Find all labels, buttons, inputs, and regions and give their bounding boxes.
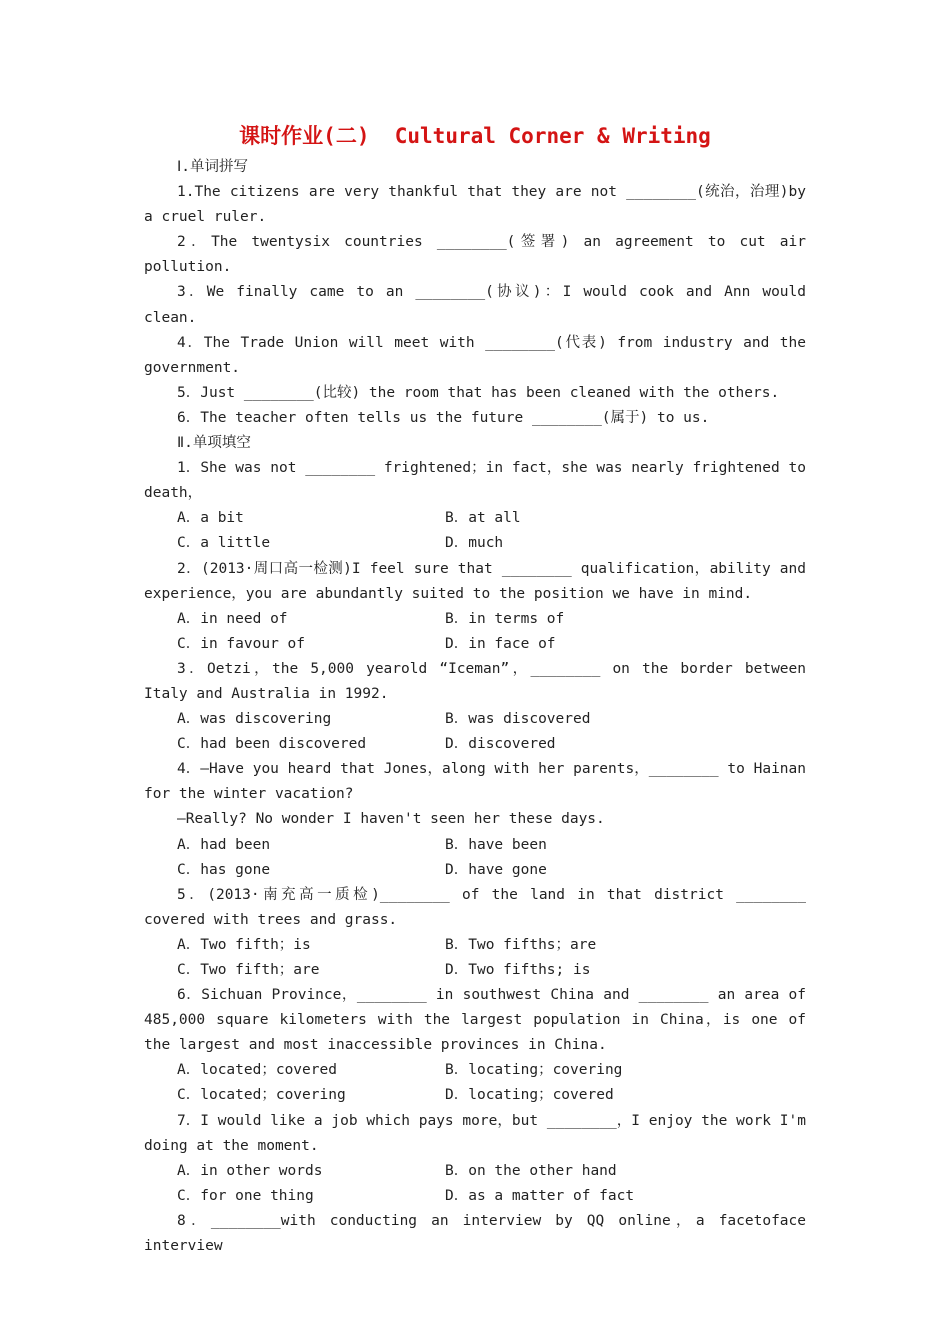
- option-a: A．Two fifth；is: [177, 936, 311, 953]
- option-row: [144, 833, 806, 858]
- option-c: C．a little: [177, 535, 271, 552]
- section-heading: Ⅱ.单项填空: [177, 435, 251, 452]
- section-heading: Ⅰ.单词拼写: [177, 159, 249, 175]
- option-c: C．had been discovered: [177, 736, 367, 753]
- question-stem: 5．(2013·南充高一质检)________ of the land in that district ________ covered with trees and grass.: [144, 886, 806, 928]
- spelling-item: 1.The citizens are very thankful that they are not ________(统治，治理)by a cruel ruler.: [144, 184, 806, 226]
- option-row: [144, 958, 806, 983]
- option-a: A．had been: [177, 836, 271, 853]
- option-d: D．Two fifths; is: [445, 962, 591, 978]
- question-stem-response: —Really? No wonder I haven't seen her these days.: [177, 811, 605, 828]
- option-d: D．in face of: [445, 635, 556, 652]
- option-c: C．for one thing: [177, 1187, 314, 1204]
- option-row: [144, 707, 806, 732]
- option-a: A．in other words: [177, 1162, 323, 1179]
- option-b: B．in terms of: [445, 610, 565, 627]
- option-b: B．Two fifths；are: [445, 936, 597, 953]
- option-b: B．on the other hand: [445, 1162, 617, 1179]
- option-row: [144, 607, 806, 632]
- option-row: [144, 933, 806, 958]
- option-d: D．discovered: [445, 736, 556, 753]
- question-stem: 1．She was not ________ frightened；in fact，she was nearly frightened to death，: [144, 460, 806, 502]
- option-c: C．has gone: [177, 861, 271, 878]
- option-a: A．a bit: [177, 510, 244, 527]
- spelling-item: 5．Just ________(比较) the room that has been cleaned with the others.: [177, 384, 780, 401]
- option-c: C．located；covering: [177, 1087, 346, 1104]
- spelling-item: 4．The Trade Union will meet with ________(代表) from industry and the government.: [144, 334, 806, 376]
- option-row: [144, 858, 806, 883]
- option-row: [144, 1184, 806, 1209]
- option-d: D．as a matter of fact: [445, 1187, 635, 1204]
- option-c: C．in favour of: [177, 635, 305, 652]
- option-row: [144, 1083, 806, 1108]
- option-row: [144, 1058, 806, 1083]
- spelling-item: 3．We finally came to an ________(协议)：I would cook and Ann would clean.: [144, 284, 806, 326]
- option-b: B．have been: [445, 836, 547, 853]
- question-stem: 2．(2013·周口高一检测)I feel sure that ________ qualification，ability and experience，you are abundantly suited to the position we have in mind.: [144, 560, 806, 602]
- option-a: A．located；covered: [177, 1062, 337, 1079]
- option-a: A．was discovering: [177, 711, 332, 728]
- spelling-item: 2．The twentysix countries ________(签署) an agreement to cut air pollution.: [144, 234, 806, 276]
- option-row: [144, 531, 806, 556]
- page-title: 课时作业(二) Cultural Corner & Writing: [239, 124, 711, 148]
- option-a: A．in need of: [177, 610, 288, 627]
- question-stem: 6．Sichuan Province，________ in southwest China and ________ an area of 485,000 square kilometers with the largest population in China，is one of the largest and most inaccessible provinces in China.: [144, 987, 806, 1054]
- question-stem: 4．—Have you heard that Jones，along with her parents，________ to Hainan for the winter vacation?: [144, 761, 806, 803]
- option-row: [144, 732, 806, 757]
- option-c: C．Two fifth；are: [177, 962, 320, 978]
- question-stem: 7．I would like a job which pays more，but ________，I enjoy the work I'm doing at the moment.: [144, 1112, 806, 1154]
- option-b: B．at all: [445, 510, 521, 527]
- question-stem: 8．________with conducting an interview by QQ online，a facetoface interview: [144, 1212, 806, 1255]
- option-row: [144, 1159, 806, 1184]
- spelling-item: 6．The teacher often tells us the future ________(属于) to us.: [177, 409, 710, 426]
- option-row: [144, 632, 806, 657]
- option-d: D．much: [445, 535, 504, 552]
- option-row: [144, 506, 806, 531]
- option-d: D．locating；covered: [445, 1087, 614, 1104]
- option-b: B．locating；covering: [445, 1062, 623, 1079]
- question-stem: 3．Oetzi，the 5,000 yearold “Iceman”，________ on the border between Italy and Australia in 1992.: [144, 660, 806, 702]
- option-d: D．have gone: [445, 861, 547, 878]
- option-b: B．was discovered: [445, 711, 591, 728]
- worksheet-content: [144, 155, 806, 1259]
